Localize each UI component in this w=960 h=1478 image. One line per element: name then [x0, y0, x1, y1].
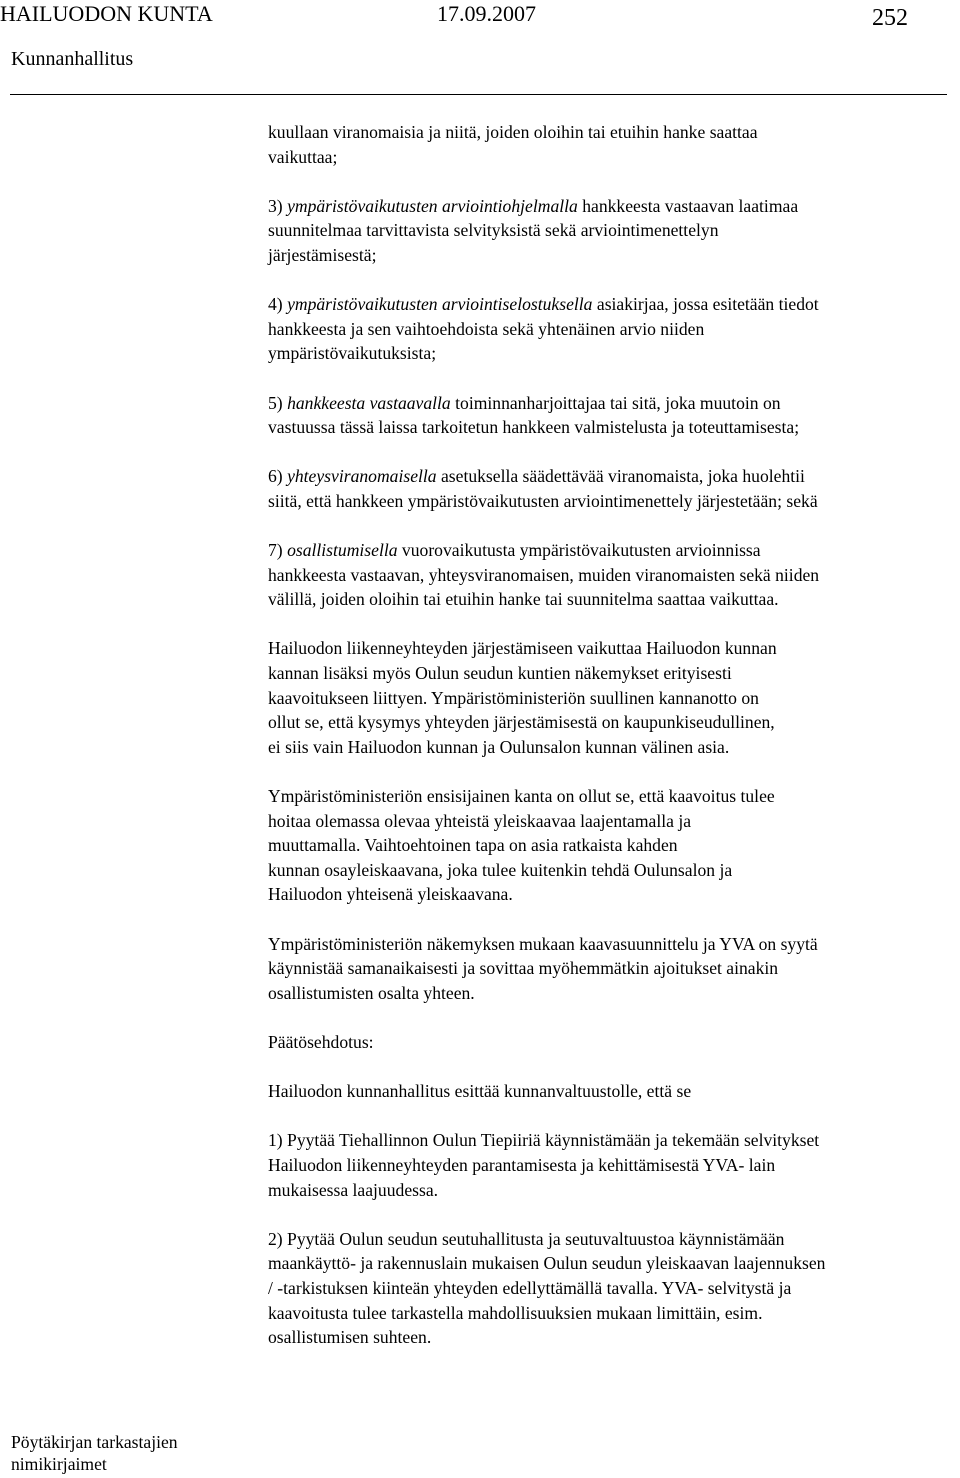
paragraph — [268, 932, 948, 1006]
paragraph — [268, 1030, 948, 1055]
text-line — [268, 1178, 948, 1203]
text-line — [268, 735, 948, 760]
text-line — [268, 1325, 948, 1350]
text-line — [268, 587, 948, 612]
text-run: ollut se, että kysymys yhteyden järjestämisestä on kaupunkiseudullinen, — [268, 712, 775, 733]
text-line — [268, 145, 948, 170]
text-run: Hailuodon liikenneyhteyden järjestämiseen vaikuttaa Hailuodon kunnan — [268, 638, 777, 659]
text-run: Hailuodon yhteisenä yleiskaavana. — [268, 884, 513, 905]
text-run: ei siis vain Hailuodon kunnan ja Oulunsalon kunnan välinen asia. — [268, 736, 730, 757]
text-run: asiakirjaa, jossa esitetään tiedot — [592, 294, 819, 315]
text-run: vaikuttaa; — [268, 146, 338, 167]
text-line — [268, 1128, 948, 1153]
text-line — [268, 218, 948, 243]
text-run: suunnitelmaa tarvittavista selvityksistä sekä arviointimenettelyn — [268, 220, 719, 241]
text-run: hankkeesta ja sen vaihtoehdoista sekä yhtenäinen arvio niiden — [268, 318, 705, 339]
text-line — [268, 1276, 948, 1301]
text-line — [268, 317, 948, 342]
paragraph — [268, 292, 948, 366]
footer-signature-label: Pöytäkirjan tarkastajien — [11, 1432, 178, 1452]
text-line — [268, 882, 948, 907]
text-line — [268, 120, 948, 145]
text-line — [268, 341, 948, 366]
text-line — [268, 391, 948, 416]
text-run: 6) — [268, 466, 288, 487]
text-run: Ympäristöministeriön ensisijainen kanta on ollut se, että kaavoitus tulee — [268, 786, 775, 807]
defined-term: ympäristövaikutusten arviointiohjelmalla — [287, 195, 578, 216]
defined-term: yhteysviranomaisella — [287, 466, 437, 487]
defined-term: hankkeesta vastaavalla — [287, 392, 451, 413]
text-run: 7) — [268, 540, 288, 561]
text-run: välillä, joiden oloihin tai etuihin hanke tai suunnitelma saattaa vaikuttaa. — [268, 589, 779, 610]
text-run: Hailuodon liikenneyhteyden parantamisesta ja kehittämisestä YVA- lain — [268, 1154, 776, 1175]
text-line — [268, 194, 948, 219]
paragraph — [268, 784, 948, 907]
page-footer — [11, 1431, 178, 1475]
text-line — [268, 932, 948, 957]
text-line — [268, 292, 948, 317]
text-line — [268, 710, 948, 735]
text-run: käynnistää samanaikaisesti ja sovittaa myöhemmätkin ajoitukset ainakin — [268, 958, 779, 979]
text-line — [268, 981, 948, 1006]
text-line — [268, 858, 948, 883]
text-run: järjestämisestä; — [268, 244, 377, 265]
text-run: muuttamalla. Vaihtoehtoinen tapa on asia ratkaista kahden — [268, 835, 678, 856]
text-run: asetuksella säädettävää viranomaista, joka huolehtii — [436, 466, 805, 487]
text-line — [268, 464, 948, 489]
text-run: siitä, että hankkeen ympäristövaikutusten arviointimenettely järjestetään; sekä — [268, 490, 818, 511]
text-run: hankkeesta vastaavan, yhteysviranomaisen, muiden viranomaisten sekä niiden — [268, 564, 820, 585]
paragraph — [268, 464, 948, 513]
text-line — [268, 538, 948, 563]
text-run: Ympäristöministeriön näkemyksen mukaan kaavasuunnittelu ja YVA on syytä — [268, 933, 818, 954]
organization-name: HAILUODON KUNTA — [0, 1, 213, 26]
text-line — [268, 956, 948, 981]
footer-initials-label: nimikirjaimet — [11, 1454, 107, 1474]
text-run: / -tarkistuksen kiinteän yhteyden edellyttämällä tavalla. YVA- selvitystä ja — [268, 1277, 792, 1298]
text-line — [268, 1251, 948, 1276]
text-run: ympäristövaikutuksista; — [268, 343, 437, 364]
page-number: 252 — [872, 5, 908, 31]
text-line — [268, 809, 948, 834]
text-line — [268, 661, 948, 686]
text-line — [268, 1153, 948, 1178]
text-line — [268, 686, 948, 711]
text-run: maankäyttö- ja rakennuslain mukaisen Oulun seudun yleiskaavan laajennuksen — [268, 1253, 826, 1274]
text-run: vuorovaikutusta ympäristövaikutusten arvioinnissa — [397, 540, 761, 561]
text-run: 4) — [268, 294, 288, 315]
text-line — [268, 1079, 948, 1104]
text-run: vastuussa tässä laissa tarkoitetun hankkeen valmistelusta ja toteuttamisesta; — [268, 417, 800, 438]
text-line — [268, 1030, 948, 1055]
meeting-date: 17.09.2007 — [437, 1, 536, 26]
text-run: osallistumisen suhteen. — [268, 1327, 432, 1348]
header-divider — [10, 94, 947, 95]
text-line — [268, 1227, 948, 1252]
text-run: kunnan osayleiskaavana, joka tulee kuitenkin tehdä Oulunsalon ja — [268, 859, 733, 880]
text-run: kuullaan viranomaisia ja niitä, joiden oloihin tai etuihin hanke saattaa — [268, 122, 758, 142]
defined-term: osallistumisella — [287, 540, 398, 561]
text-run: 1) Pyytää Tiehallinnon Oulun Tiepiiriä käynnistämään ja tekemään selvitykset — [268, 1130, 820, 1151]
text-run: 2) Pyytää Oulun seudun seutuhallitusta ja seutuvaltuustoa käynnistämään — [268, 1228, 785, 1249]
text-line — [268, 833, 948, 858]
document-body — [268, 120, 948, 1350]
paragraph — [268, 194, 948, 268]
text-run: kannan lisäksi myös Oulun seudun kuntien näkemykset erityisesti — [268, 663, 732, 684]
defined-term: ympäristövaikutusten arviointiselostuksella — [287, 294, 593, 315]
text-run: toiminnanharjoittajaa tai sitä, joka muutoin on — [450, 392, 781, 413]
text-run: mukaisessa laajuudessa. — [268, 1179, 439, 1200]
text-run: kaavoitusta tulee tarkastella mahdollisuuksien mukaan limittäin, esim. — [268, 1302, 763, 1323]
text-line — [268, 636, 948, 661]
governing-body: Kunnanhallitus — [11, 48, 134, 70]
text-run: hankkeesta vastaavan laatimaa — [577, 195, 799, 216]
text-line — [268, 1301, 948, 1326]
paragraph — [268, 1227, 948, 1350]
text-run: Päätösehdotus: — [268, 1031, 374, 1052]
text-run: 5) — [268, 392, 288, 413]
text-line — [268, 415, 948, 440]
text-run: kaavoitukseen liittyen. Ympäristöministeriön suullinen kannanotto on — [268, 687, 759, 708]
paragraph — [268, 1079, 948, 1104]
paragraph — [268, 120, 948, 169]
paragraph — [268, 1128, 948, 1202]
text-line — [268, 243, 948, 268]
text-run: osallistumisten osalta yhteen. — [268, 982, 475, 1003]
text-run: hoitaa olemassa olevaa yhteistä yleiskaavaa laajentamalla ja — [268, 810, 692, 831]
text-line — [268, 784, 948, 809]
text-line — [268, 489, 948, 514]
text-run: 3) — [268, 195, 288, 216]
paragraph — [268, 391, 948, 440]
paragraph — [268, 538, 948, 612]
text-line — [268, 563, 948, 588]
paragraph — [268, 636, 948, 759]
text-run: Hailuodon kunnanhallitus esittää kunnanvaltuustolle, että se — [268, 1081, 692, 1102]
